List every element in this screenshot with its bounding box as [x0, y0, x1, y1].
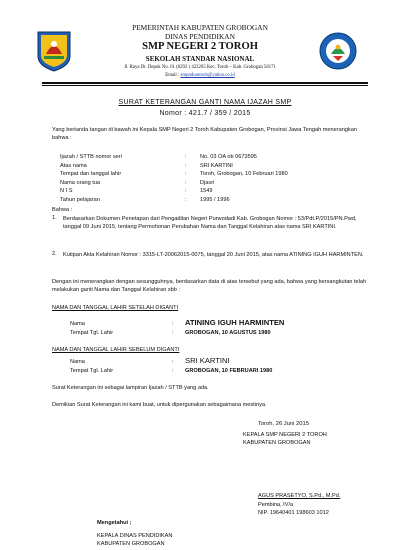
- field-colon: :: [185, 154, 187, 160]
- after-birth-value: GROBOGAN, 10 AGUSTUS 1980: [185, 330, 271, 336]
- field-label: Nama orang tua: [60, 179, 101, 186]
- after-birth-colon: :: [172, 330, 174, 336]
- after-name-colon: :: [172, 321, 174, 327]
- signatory-name: AGUS PRASETYO, S.Pd., M.Pd.: [258, 493, 341, 499]
- signature-role-line1: KEPALA SMP NEGERI 2 TOROH: [243, 432, 327, 438]
- after-name-value: ATINING IGUH HARMINTEN: [185, 318, 285, 327]
- header-department-line: DINAS PENDIDIKAN: [164, 32, 235, 41]
- before-name-label: Nama: [70, 359, 85, 365]
- after-name-label: Nama: [70, 321, 85, 327]
- bahwa-label: Bahwa :: [52, 207, 73, 213]
- field-colon: :: [185, 188, 187, 195]
- signature-place-date: Toroh, 26 Juni 2015: [258, 421, 309, 427]
- header-rule-thin: [42, 85, 368, 86]
- field-label: N I S: [60, 188, 73, 195]
- signatory-rank: Pembina, IV/a: [258, 502, 294, 508]
- letter-title: SURAT KETERANGAN GANTI NAMA IJAZAH SMP: [118, 99, 292, 106]
- before-birth-value: GROBOGAN, 10 FEBRUARI 1980: [185, 368, 273, 374]
- field-colon: :: [185, 197, 187, 203]
- field-label: Tempat dan tanggal lahir: [60, 171, 122, 178]
- acknowledgement-role-line1: KEPALA DINAS PENDIDIKAN: [97, 533, 173, 539]
- attachment-note: Surat Keterangan ini sebagai lampiran Ijazah / STTB yang ada.: [52, 385, 209, 391]
- final-note: Demikian Surat Keterangan ini kami buat, untuk dipergunakan sebagaimana mestinya.: [52, 402, 267, 408]
- tut-wuri-handayani-logo: [319, 32, 357, 70]
- header-school-subtitle: SEKOLAH STANDAR NASIONAL: [145, 55, 255, 63]
- header-address: Jl. Raya Dr. Depok No. 61 (0292 ) 422205 Kec. Toroh – Kab. Grobogan 58171: [124, 65, 276, 70]
- header-school-name: SMP NEGERI 2 TOROH: [142, 41, 258, 52]
- field-label: Tahun pelajaran: [60, 197, 100, 203]
- field-label: Ijazah / STTB nomor seri: [60, 154, 122, 160]
- after-birth-label: Tempat Tgl. Lahir: [70, 330, 114, 336]
- header-email-line: [80, 73, 320, 78]
- before-heading: NAMA DAN TANGGAL LAHIR SEBELUM DIGANTI: [52, 347, 180, 353]
- field-value: No. 03 OA ob 0673595: [200, 154, 257, 160]
- acknowledgement-role-line2: KABUPATEN GROBOGAN: [97, 541, 165, 547]
- acknowledgement-label: Mengetahui ;: [97, 520, 132, 526]
- field-colon: :: [185, 162, 187, 169]
- before-name-value: SRI KARTINI: [185, 356, 230, 365]
- header-email-link[interactable]: smpnduatoroh@yahoo.co.id: [180, 73, 235, 78]
- before-birth-colon: :: [172, 368, 174, 374]
- field-value: Toroh, Grobogan, 10 Februari 1980: [200, 171, 288, 178]
- before-name-colon: :: [172, 359, 174, 365]
- before-birth-label: Tempat Tgl. Lahir: [70, 368, 114, 374]
- field-label: Atas nama: [60, 162, 87, 169]
- point2-number: 2.: [52, 251, 57, 257]
- intro-paragraph: Yang bertanda tangan di bawah ini Kepala SMP Negeri 2 Toroh Kabupaten Grobogan, Provinsi Jawa Tengah menerangkan bahwa :: [52, 127, 357, 142]
- header-email-label: Email :: [165, 73, 180, 78]
- field-value: SRI KARTINI: [200, 162, 233, 169]
- point1-text: Berdasarkan Dokumen Penetapan dari Pengadilan Negeri Purwodadi Kab. Grobogan Nomor : 53/Pdt.P/2015/PN.Pwd, tanggal 09 Juni 2015, tentang Permohonan Perubahan Nama dan Tanggal Kelahiran atas nama SRI KARTINI.: [63, 216, 357, 231]
- point1-number: 1.: [52, 215, 57, 221]
- field-value: 1995 / 1996: [200, 197, 230, 203]
- field-value: Djasri: [200, 179, 215, 186]
- signature-role-line2: KABUPATEN GROBOGAN: [243, 440, 311, 446]
- field-colon: :: [185, 171, 187, 178]
- field-colon: :: [185, 179, 187, 186]
- after-heading: NAMA DAN TANGGAL LAHIR SETELAH DIGANTI: [52, 305, 179, 311]
- closing-paragraph: Dengan ini menerangkan dengan sesungguhnya, berdasarkan data di atas tersebut yang ada, bahwa yang bersangkutan telah melakukan ganti Nama dan Tanggal Kelahiran sbb :: [52, 279, 367, 294]
- header-government-line: PEMERINTAH KABUPATEN GROBOGAN: [132, 23, 268, 32]
- point2-text: Kutipan Akta Kelahiran Nomor : 3315-LT-20062015-0075, tanggal 20 Juni 2015, atas nama ATINING IGUH HARMINTEN.: [63, 252, 364, 258]
- header-rule-thick: [42, 82, 368, 84]
- field-value: 1549: [200, 188, 213, 195]
- signatory-nip: NIP. 19640401 198603 1012: [258, 510, 329, 516]
- letter-number: Nomor : 421.7 / 359 / 2015: [159, 110, 251, 117]
- grobogan-regency-logo: [36, 30, 72, 72]
